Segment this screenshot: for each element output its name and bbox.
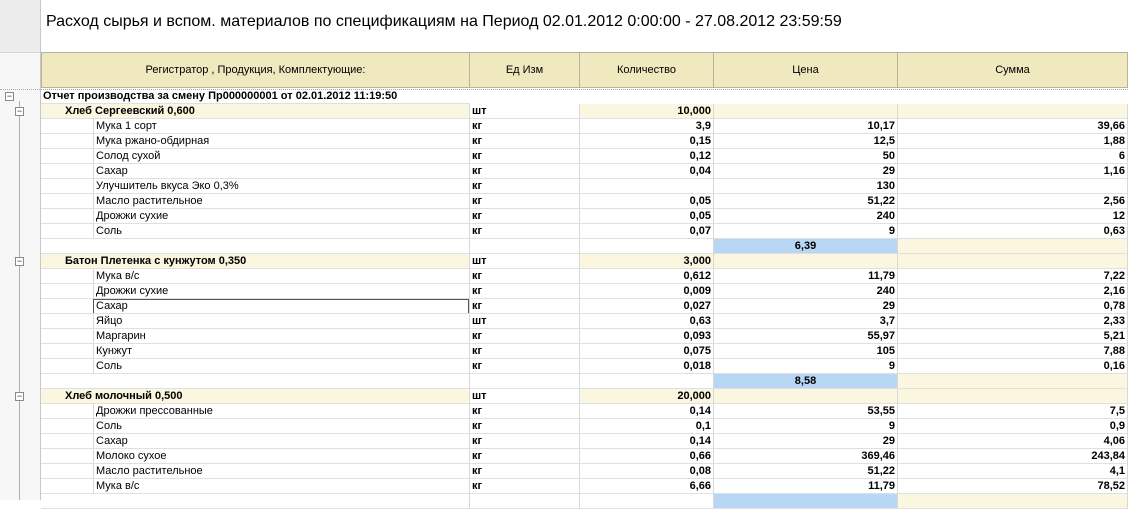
component-name[interactable]: Соль: [93, 419, 469, 434]
component-quantity-cell[interactable]: 0,027: [580, 299, 714, 314]
component-name[interactable]: Дрожжи сухие: [93, 209, 469, 224]
component-row: [41, 149, 1128, 164]
component-quantity-cell[interactable]: 6,66: [580, 479, 714, 494]
component-unit-cell[interactable]: кг: [470, 179, 580, 194]
component-sum-cell[interactable]: 1,16: [898, 164, 1128, 179]
component-row: [41, 179, 1128, 194]
component-name[interactable]: Соль: [93, 359, 469, 374]
component-sum-cell[interactable]: 2,56: [898, 194, 1128, 209]
column-header-quantity: Количество: [580, 52, 714, 88]
component-row: [41, 164, 1128, 179]
component-quantity-cell[interactable]: 0,08: [580, 464, 714, 479]
product-unit-cell[interactable]: шт: [470, 104, 580, 119]
component-sum-cell[interactable]: 2,33: [898, 314, 1128, 329]
component-row: [41, 119, 1128, 134]
component-sum-cell[interactable]: 0,9: [898, 419, 1128, 434]
component-unit-cell[interactable]: кг: [470, 434, 580, 449]
component-price-cell[interactable]: 10,17: [714, 119, 898, 134]
component-quantity-cell[interactable]: 0,05: [580, 194, 714, 209]
component-quantity-cell[interactable]: 0,04: [580, 164, 714, 179]
component-quantity-cell[interactable]: [580, 179, 714, 194]
report-title: Расход сырья и вспом. материалов по спецификациям на Период 02.01.2012 0:00:00 - 27.08.2012 23:59:59: [46, 13, 842, 30]
component-sum-cell[interactable]: 4,06: [898, 434, 1128, 449]
component-unit-cell[interactable]: кг: [470, 344, 580, 359]
component-unit-cell[interactable]: кг: [470, 419, 580, 434]
product-unit-cell[interactable]: шт: [470, 389, 580, 404]
component-price-cell[interactable]: 9: [714, 224, 898, 239]
subtotal-quantity-cell[interactable]: [580, 239, 714, 254]
product-price-cell[interactable]: [714, 254, 898, 269]
component-price-cell[interactable]: 11,79: [714, 479, 898, 494]
component-unit-cell[interactable]: кг: [470, 284, 580, 299]
component-name[interactable]: Масло растительное: [93, 464, 469, 479]
component-price-cell[interactable]: 29: [714, 299, 898, 314]
component-price-cell[interactable]: 9: [714, 359, 898, 374]
component-unit-cell[interactable]: кг: [470, 464, 580, 479]
product-quantity-cell[interactable]: 20,000: [580, 389, 714, 404]
component-price-cell[interactable]: 55,97: [714, 329, 898, 344]
tree-connector: [19, 266, 20, 371]
collapse-document-button[interactable]: −: [6, 91, 13, 101]
component-name-cell[interactable]: [41, 194, 470, 209]
component-name-cell[interactable]: [41, 164, 470, 179]
component-row: [41, 314, 1128, 329]
component-sum-cell[interactable]: 39,66: [898, 119, 1128, 134]
component-quantity-cell[interactable]: 3,9: [580, 119, 714, 134]
product-row: [41, 104, 1128, 119]
outline-gutter: [0, 0, 41, 500]
product-sum-cell[interactable]: [898, 389, 1128, 404]
component-name-cell[interactable]: [41, 449, 470, 464]
document-name-cell[interactable]: Отчет производства за смену Пр000000001 от 02.01.2012 11:19:50: [41, 89, 470, 104]
tree-connector: [19, 116, 20, 236]
component-name[interactable]: Сахар: [93, 164, 469, 179]
component-name-cell[interactable]: [41, 149, 470, 164]
component-quantity-cell[interactable]: 0,07: [580, 224, 714, 239]
component-quantity-cell[interactable]: 0,63: [580, 314, 714, 329]
component-name[interactable]: Мука в/с: [93, 479, 469, 494]
component-unit-cell[interactable]: кг: [470, 404, 580, 419]
component-row: [41, 419, 1128, 434]
component-row: [41, 134, 1128, 149]
outline-gutter-header: [0, 0, 41, 53]
subtotal-sum-cell[interactable]: [898, 239, 1128, 254]
product-price-cell[interactable]: [714, 389, 898, 404]
product-name-cell[interactable]: Хлеб молочный 0,500: [41, 389, 470, 404]
component-price-cell[interactable]: 240: [714, 284, 898, 299]
subtotal-quantity-cell[interactable]: [580, 494, 714, 509]
subtotal-unit-cell[interactable]: [470, 494, 580, 509]
component-unit-cell[interactable]: кг: [470, 194, 580, 209]
subtotal-name-cell[interactable]: [41, 374, 470, 389]
subtotal-name-cell[interactable]: [41, 494, 470, 509]
column-header-registrator: Регистратор , Продукция, Комплектующие:: [41, 52, 470, 88]
component-quantity-cell[interactable]: 0,093: [580, 329, 714, 344]
component-name[interactable]: Сахар: [93, 299, 469, 314]
component-price-cell[interactable]: 51,22: [714, 194, 898, 209]
subtotal-sum-cell[interactable]: [898, 494, 1128, 509]
component-unit-cell[interactable]: кг: [470, 119, 580, 134]
component-price-cell[interactable]: 130: [714, 179, 898, 194]
component-name-cell[interactable]: [41, 479, 470, 494]
collapse-product-button[interactable]: −: [16, 256, 23, 266]
document-row: [41, 89, 1128, 104]
component-row: [41, 434, 1128, 449]
component-quantity-cell[interactable]: 0,05: [580, 209, 714, 224]
component-unit-cell[interactable]: кг: [470, 224, 580, 239]
column-header-unit: Ед Изм: [470, 52, 580, 88]
component-quantity-cell[interactable]: 0,66: [580, 449, 714, 464]
component-price-cell[interactable]: 11,79: [714, 269, 898, 284]
component-price-cell[interactable]: 9: [714, 419, 898, 434]
subtotal-name-cell[interactable]: [41, 239, 470, 254]
subtotal-price-cell[interactable]: 8,58: [714, 374, 898, 389]
component-name-cell[interactable]: [41, 209, 470, 224]
component-unit-cell[interactable]: кг: [470, 164, 580, 179]
component-row: [41, 344, 1128, 359]
component-name-cell[interactable]: [41, 434, 470, 449]
component-name[interactable]: Масло растительное: [93, 194, 469, 209]
component-price-cell[interactable]: 50: [714, 149, 898, 164]
component-sum-cell[interactable]: [898, 179, 1128, 194]
component-name-cell[interactable]: [41, 299, 470, 314]
subtotal-row: [41, 494, 1128, 509]
component-name[interactable]: Дрожжи прессованные: [93, 404, 469, 419]
component-unit-cell[interactable]: кг: [470, 449, 580, 464]
component-sum-cell[interactable]: 4,1: [898, 464, 1128, 479]
component-quantity-cell[interactable]: 0,15: [580, 134, 714, 149]
component-sum-cell[interactable]: 12: [898, 209, 1128, 224]
component-price-cell[interactable]: 240: [714, 209, 898, 224]
component-quantity-cell[interactable]: 0,009: [580, 284, 714, 299]
component-row: [41, 449, 1128, 464]
component-row: [41, 209, 1128, 224]
component-quantity-cell[interactable]: 0,018: [580, 359, 714, 374]
component-sum-cell[interactable]: 7,22: [898, 269, 1128, 284]
component-unit-cell[interactable]: кг: [470, 134, 580, 149]
component-name-cell[interactable]: [41, 284, 470, 299]
component-sum-cell[interactable]: 243,84: [898, 449, 1128, 464]
component-row: [41, 269, 1128, 284]
component-unit-cell[interactable]: кг: [470, 359, 580, 374]
component-sum-cell[interactable]: 5,21: [898, 329, 1128, 344]
component-unit-cell[interactable]: кг: [470, 269, 580, 284]
product-name-cell[interactable]: Батон Плетенка с кунжутом 0,350: [41, 254, 470, 269]
component-name[interactable]: Мука ржано-обдирная: [93, 134, 469, 149]
product-price-cell[interactable]: [714, 104, 898, 119]
component-unit-cell[interactable]: кг: [470, 209, 580, 224]
component-name[interactable]: Сахар: [93, 434, 469, 449]
component-quantity-cell[interactable]: 0,14: [580, 434, 714, 449]
component-name-cell[interactable]: [41, 464, 470, 479]
product-quantity-cell[interactable]: 10,000: [580, 104, 714, 119]
subtotal-unit-cell[interactable]: [470, 239, 580, 254]
product-quantity-cell[interactable]: 3,000: [580, 254, 714, 269]
component-price-cell[interactable]: 53,55: [714, 404, 898, 419]
component-sum-cell[interactable]: 78,52: [898, 479, 1128, 494]
component-sum-cell[interactable]: 1,88: [898, 134, 1128, 149]
component-name-cell[interactable]: [41, 314, 470, 329]
component-unit-cell[interactable]: кг: [470, 299, 580, 314]
component-price-cell[interactable]: 369,46: [714, 449, 898, 464]
component-quantity-cell[interactable]: 0,1: [580, 419, 714, 434]
subtotal-quantity-cell[interactable]: [580, 374, 714, 389]
subtotal-sum-cell[interactable]: [898, 374, 1128, 389]
component-name-cell[interactable]: [41, 344, 470, 359]
component-quantity-cell[interactable]: 0,612: [580, 269, 714, 284]
component-price-cell[interactable]: 51,22: [714, 464, 898, 479]
product-name-cell[interactable]: Хлеб Сергеевский 0,600: [41, 104, 470, 119]
component-price-cell[interactable]: 29: [714, 434, 898, 449]
component-sum-cell[interactable]: 0,78: [898, 299, 1128, 314]
component-price-cell[interactable]: 3,7: [714, 314, 898, 329]
component-sum-cell[interactable]: 6: [898, 149, 1128, 164]
product-row: [41, 389, 1128, 404]
component-name-cell[interactable]: [41, 359, 470, 374]
component-row: [41, 299, 1128, 314]
component-sum-cell[interactable]: 0,63: [898, 224, 1128, 239]
component-row: [41, 284, 1128, 299]
subtotal-row: [41, 239, 1128, 254]
component-row: [41, 404, 1128, 419]
subtotal-price-cell[interactable]: [714, 494, 898, 509]
component-name-cell[interactable]: [41, 329, 470, 344]
product-sum-cell[interactable]: [898, 254, 1128, 269]
component-sum-cell[interactable]: 7,88: [898, 344, 1128, 359]
component-unit-cell[interactable]: кг: [470, 329, 580, 344]
subtotal-unit-cell[interactable]: [470, 374, 580, 389]
component-price-cell[interactable]: 29: [714, 164, 898, 179]
component-price-cell[interactable]: 105: [714, 344, 898, 359]
component-quantity-cell[interactable]: 0,075: [580, 344, 714, 359]
component-name-cell[interactable]: [41, 119, 470, 134]
component-name[interactable]: Кунжут: [93, 344, 469, 359]
component-name[interactable]: Улучшитель вкуса Эко 0,3%: [93, 179, 469, 194]
product-unit-cell[interactable]: шт: [470, 254, 580, 269]
component-quantity-cell[interactable]: 0,12: [580, 149, 714, 164]
component-name[interactable]: Маргарин: [93, 329, 469, 344]
component-sum-cell[interactable]: 7,5: [898, 404, 1128, 419]
component-name[interactable]: Мука в/с: [93, 269, 469, 284]
component-name-cell[interactable]: [41, 224, 470, 239]
component-unit-cell[interactable]: шт: [470, 314, 580, 329]
component-name-cell[interactable]: [41, 419, 470, 434]
component-name-cell[interactable]: [41, 134, 470, 149]
collapse-product-button[interactable]: −: [16, 106, 23, 116]
component-sum-cell[interactable]: 0,16: [898, 359, 1128, 374]
subtotal-price-cell[interactable]: 6,39: [714, 239, 898, 254]
component-name[interactable]: Мука 1 сорт: [93, 119, 469, 134]
component-name-cell[interactable]: [41, 179, 470, 194]
column-header-sum: Сумма: [898, 52, 1128, 88]
component-name[interactable]: Дрожжи сухие: [93, 284, 469, 299]
component-name-cell[interactable]: [41, 404, 470, 419]
product-row: [41, 254, 1128, 269]
component-row: [41, 329, 1128, 344]
collapse-product-button[interactable]: −: [16, 391, 23, 401]
component-row: [41, 194, 1128, 209]
component-name[interactable]: Яйцо: [93, 314, 469, 329]
component-unit-cell[interactable]: кг: [470, 149, 580, 164]
component-row: [41, 359, 1128, 374]
component-unit-cell[interactable]: кг: [470, 479, 580, 494]
component-quantity-cell[interactable]: 0,14: [580, 404, 714, 419]
component-sum-cell[interactable]: 2,16: [898, 284, 1128, 299]
component-price-cell[interactable]: 12,5: [714, 134, 898, 149]
tree-connector: [19, 401, 20, 491]
product-sum-cell[interactable]: [898, 104, 1128, 119]
component-name[interactable]: Соль: [93, 224, 469, 239]
column-header-price: Цена: [714, 52, 898, 88]
subtotal-row: [41, 374, 1128, 389]
component-name[interactable]: Солод сухой: [93, 149, 469, 164]
component-row: [41, 224, 1128, 239]
component-name[interactable]: Молоко сухое: [93, 449, 469, 464]
component-name-cell[interactable]: [41, 269, 470, 284]
component-row: [41, 464, 1128, 479]
component-row: [41, 479, 1128, 494]
